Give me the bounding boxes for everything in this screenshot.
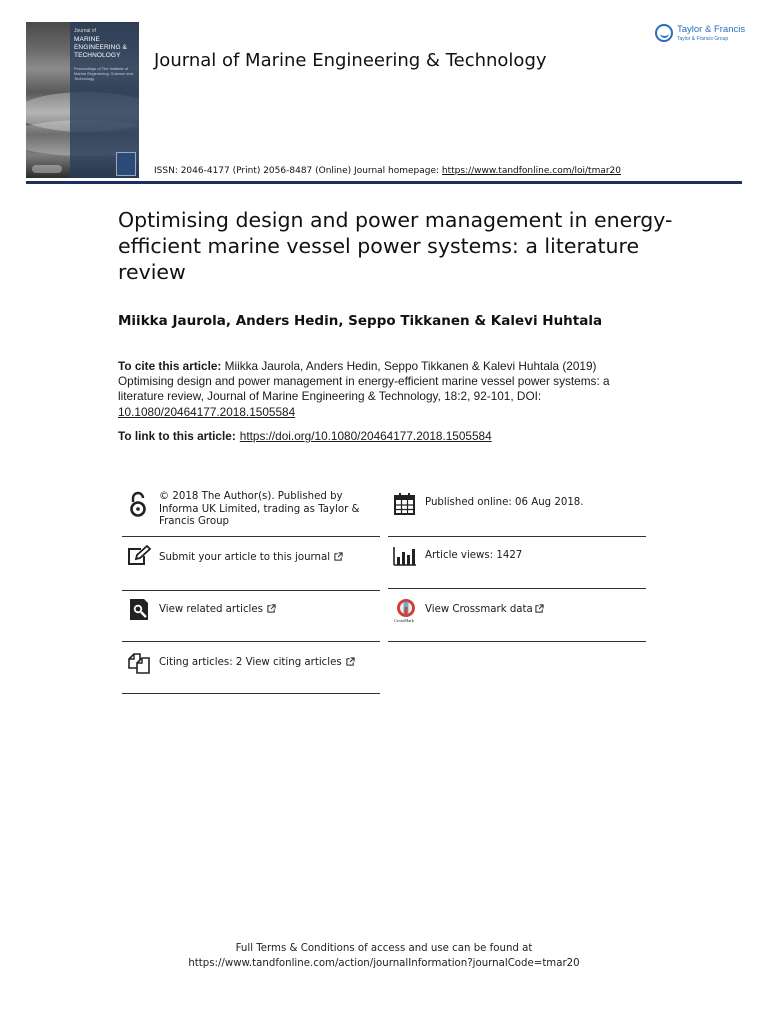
crossmark-link[interactable] — [425, 604, 649, 617]
open-access-cell — [122, 491, 380, 537]
external-link-icon — [346, 657, 355, 666]
external-link-icon — [267, 604, 276, 613]
row-divider — [122, 641, 380, 642]
submit-article-text: Submit your article to this journal — [159, 552, 331, 563]
published-cell — [388, 491, 646, 537]
cover-subtitle: Proceedings of The Institute of Marine Engineering, Science and Technology — [74, 66, 133, 81]
crossmark-cell[interactable] — [388, 598, 646, 644]
publisher-logo[interactable] — [653, 22, 748, 48]
crossmark-text: View Crossmark data — [425, 604, 533, 615]
link-label: To link to this article: — [118, 429, 236, 443]
citation-doi-link[interactable]: 10.1080/20464177.2018.1505584 — [118, 404, 296, 419]
article-authors: Miikka Jaurola, Anders Hedin, Seppo Tikkanen & Kalevi Huhtala — [118, 313, 603, 329]
open-access-icon — [126, 491, 152, 517]
external-link-icon — [334, 552, 343, 561]
cover-logo-icon — [116, 152, 136, 176]
open-access-text: © 2018 The Author(s). Published by Informa UK Limited, trading as Taylor & Francis Group — [159, 491, 360, 528]
row-divider — [388, 536, 646, 537]
row-divider — [122, 590, 380, 591]
row-divider — [388, 588, 646, 589]
crossmark-label: CrossMark — [394, 618, 414, 623]
citation-text: Miikka Jaurola, Anders Hedin, Seppo Tikkanen & Kalevi Huhtala (2019) Optimising design and power management in energy-efficient marine vessel power systems: a literature review, Journal of Marine Engineering & Technology, 18:2, 92-101, DOI: — [118, 359, 610, 404]
bar-chart-icon — [392, 545, 418, 571]
row-divider — [122, 693, 380, 694]
pencil-edit-icon — [126, 545, 152, 571]
related-articles-link[interactable] — [159, 604, 383, 617]
citation-block — [118, 359, 638, 420]
related-articles-text: View related articles — [159, 604, 263, 615]
article-link-line — [118, 429, 492, 443]
related-articles-cell[interactable] — [122, 598, 380, 644]
journal-homepage-link[interactable]: https://www.tandfonline.com/loi/tmar20 — [441, 166, 621, 176]
calendar-icon — [392, 491, 418, 517]
citing-articles-text: Citing articles: 2 View citing articles — [159, 657, 342, 668]
crossmark-icon — [394, 598, 420, 624]
publisher-group: Taylor & Francis Group — [677, 36, 729, 42]
cover-publisher-icon — [32, 165, 62, 173]
submit-article-link[interactable] — [159, 552, 383, 565]
article-views: Article views: 1427 — [425, 550, 523, 561]
row-divider — [388, 641, 646, 642]
footer-terms-link[interactable]: https://www.tandfonline.com/action/journalInformation?journalCode=tmar20 — [188, 957, 580, 969]
citation-label: To cite this article: — [118, 359, 222, 373]
citing-articles-link[interactable] — [159, 657, 383, 670]
article-views-cell — [388, 545, 646, 591]
publisher-name: Taylor & Francis — [677, 24, 746, 35]
article-doi-link[interactable]: https://doi.org/10.1080/20464177.2018.1505584 — [239, 429, 492, 443]
terms-footer — [0, 942, 768, 971]
journal-title[interactable]: Journal of Marine Engineering & Technology — [154, 50, 547, 71]
issn-text: ISSN: 2046-4177 (Print) 2056-8487 (Online) Journal homepage: — [154, 166, 442, 176]
cover-title: MARINE ENGINEERING & TECHNOLOGY — [74, 36, 127, 59]
footer-terms-text: Full Terms & Conditions of access and use can be found at — [235, 943, 533, 954]
taylor-francis-icon — [655, 24, 673, 42]
issn-line — [154, 166, 621, 176]
published-date: Published online: 06 Aug 2018. — [425, 497, 584, 508]
search-document-icon — [126, 598, 152, 624]
submit-article-cell[interactable] — [122, 545, 380, 591]
journal-cover-image — [26, 22, 139, 178]
header-divider — [26, 181, 742, 184]
row-divider — [122, 536, 380, 537]
citing-articles-cell[interactable] — [122, 651, 380, 697]
cover-small-text: Journal of — [74, 28, 96, 34]
citing-documents-icon — [126, 651, 152, 677]
article-title: Optimising design and power management in energy-efficient marine vessel power systems: a literature review — [118, 208, 673, 284]
external-link-icon — [535, 604, 544, 613]
